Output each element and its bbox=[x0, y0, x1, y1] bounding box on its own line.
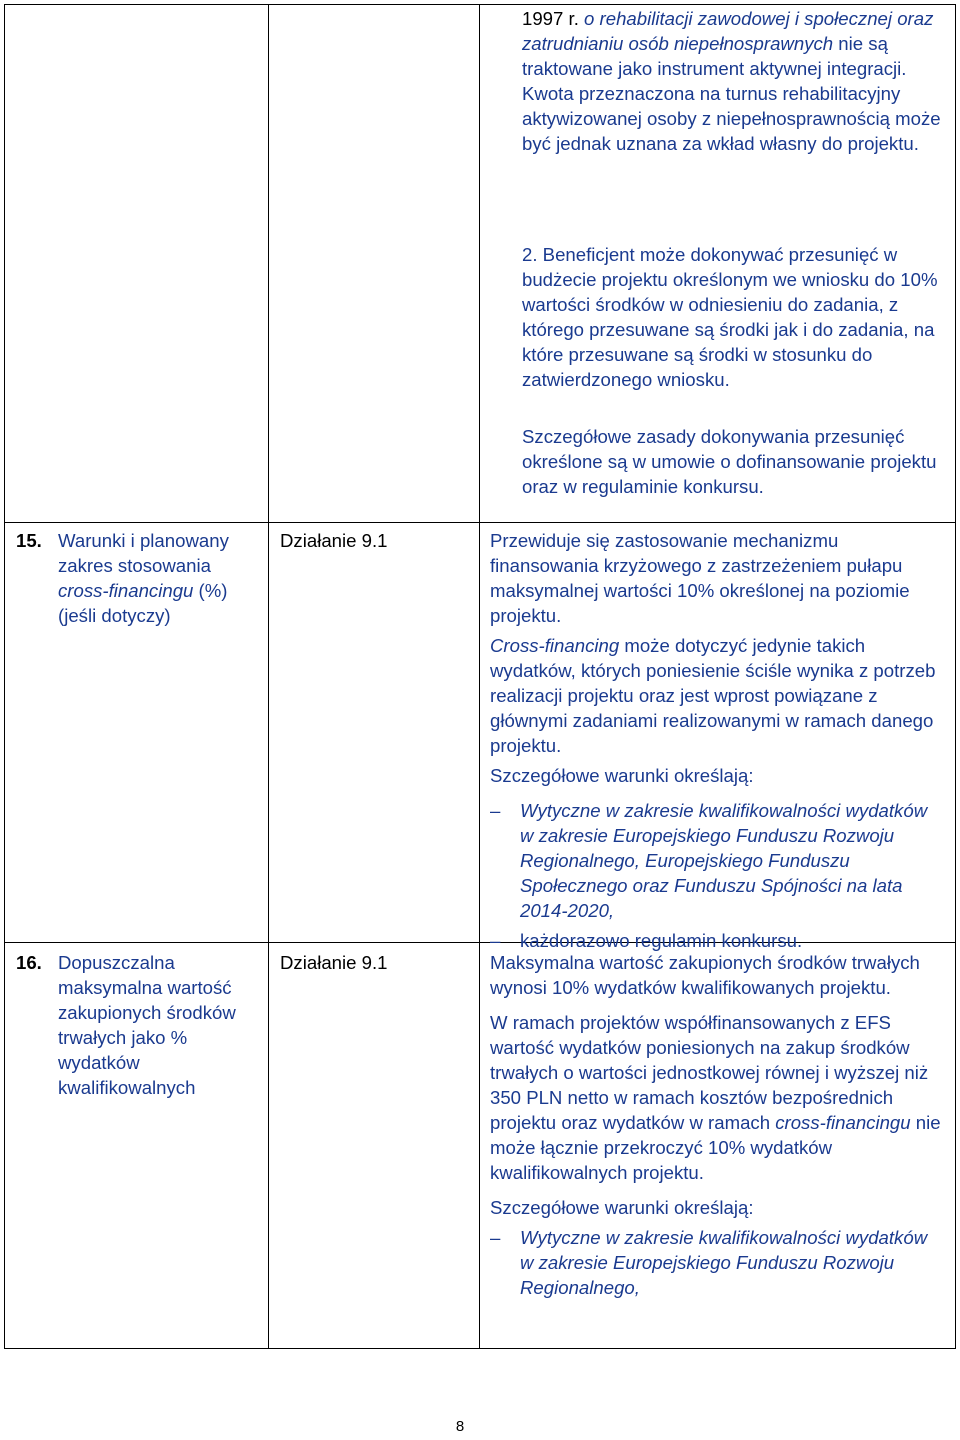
point-2-text: 2. Beneficjent może dokonywać przesunięć w budżecie projektu określonym we wniosku do 10% wartości środków w odniesieniu do zadania, z którego przesuwane są środki jak i do zadania, na które przesuwane są środki w stosunku do zatwierdzonego wniosku. bbox=[522, 244, 938, 390]
row-15-bullet-1 bbox=[490, 798, 942, 923]
row-15-label bbox=[16, 528, 261, 628]
row-16-content bbox=[490, 950, 942, 1300]
row-16-bullet-1 bbox=[490, 1225, 942, 1300]
row-15-action bbox=[280, 528, 470, 553]
row-15-number: 15. bbox=[16, 530, 42, 551]
column-divider-1 bbox=[268, 4, 269, 1349]
row-16-bullet-1-text: Wytyczne w zakresie kwalifikowalności wydatków w zakresie Europejskiego Funduszu Rozwoju Regionalnego, bbox=[520, 1227, 928, 1298]
point-2 bbox=[522, 242, 942, 392]
row-16-action bbox=[280, 950, 470, 975]
dash-marker: – bbox=[490, 1227, 501, 1248]
row-16-action-text: Działanie 9.1 bbox=[280, 952, 388, 973]
row-15-bullet-2-text: każdorazowo regulamin konkursu. bbox=[520, 930, 803, 951]
row-16-p1: Maksymalna wartość zakupionych środków trwałych wynosi 10% wydatków kwalifikowanych projektu. bbox=[490, 952, 920, 998]
act-title: o rehabilitacji zawodowej i społecznej oraz zatrudnianiu osób niepełnosprawnych bbox=[522, 8, 934, 54]
row-15-label-italic: cross-financingu bbox=[58, 580, 194, 601]
row-16-conditions-label: Szczegółowe warunki określają: bbox=[490, 1197, 754, 1218]
year-text: 1997 r. bbox=[522, 8, 585, 29]
row-divider-15 bbox=[4, 522, 956, 523]
top-continuation bbox=[522, 6, 942, 156]
row-15-content bbox=[490, 528, 942, 953]
row-16-p2-b: nie może łącznie przekroczyć 10% wydatków kwalifikowalnych projektu. bbox=[490, 1112, 941, 1183]
row-15-p2-italic: Cross-financing bbox=[490, 635, 620, 656]
row-15-label-b: (%) (jeśli dotyczy) bbox=[58, 580, 228, 626]
row-15-action-text: Działanie 9.1 bbox=[280, 530, 388, 551]
continuation-text: nie są traktowane jako instrument aktywnej integracji. Kwota przeznaczona na turnus rehabilitacyjny aktywizowanej osoby z niepełnosprawnością może być jednak uznana za wkład własny do projektu. bbox=[522, 33, 941, 154]
row-16-label-text: Dopuszczalna maksymalna wartość zakupionych środków trwałych jako % wydatków kwalifikowalnych bbox=[58, 952, 236, 1098]
dash-marker: – bbox=[490, 800, 501, 821]
row-15-bullet-1-text: Wytyczne w zakresie kwalifikowalności wydatków w zakresie Europejskiego Funduszu Rozwoju Regionalnego, Europejskiego Funduszu Społecznego oraz Funduszu Spójności na lata 2014-2020, bbox=[520, 800, 928, 921]
row-15-p2-rest: może dotyczyć jedynie takich wydatków, których poniesienie ściśle wynika z potrzeb realizacji projektu oraz jest wprost powiązane z głównymi zadaniami realizowanymi w ramach danego projektu. bbox=[490, 635, 936, 756]
dash-marker: – bbox=[490, 930, 501, 951]
row-16-p2-italic: cross-financingu bbox=[775, 1112, 911, 1133]
row-15-p1: Przewiduje się zastosowanie mechanizmu finansowania krzyżowego z zastrzeżeniem pułapu maksymalnej wartości 10% określonej na poziomie projektu. bbox=[490, 530, 910, 626]
row-16-number: 16. bbox=[16, 952, 42, 973]
column-divider-2 bbox=[479, 4, 480, 1349]
row-15-conditions-label: Szczegółowe warunki określają: bbox=[490, 765, 754, 786]
details-text: Szczegółowe zasady dokonywania przesunięć określone są w umowie o dofinansowanie projektu oraz w regulaminie konkursu. bbox=[522, 426, 937, 497]
details-paragraph bbox=[522, 424, 942, 499]
row-16-p2-a: W ramach projektów współfinansowanych z EFS wartość wydatków poniesionych na zakup środków trwałych o wartości jednostkowej równej i wyższej niż 350 PLN netto w ramach kosztów bezpośrednich projektu oraz wydatków w ramach bbox=[490, 1012, 929, 1133]
page-number: 8 bbox=[455, 1418, 465, 1435]
row-16-label bbox=[16, 950, 261, 1100]
row-15-label-a: Warunki i planowany zakres stosowania bbox=[58, 530, 229, 576]
